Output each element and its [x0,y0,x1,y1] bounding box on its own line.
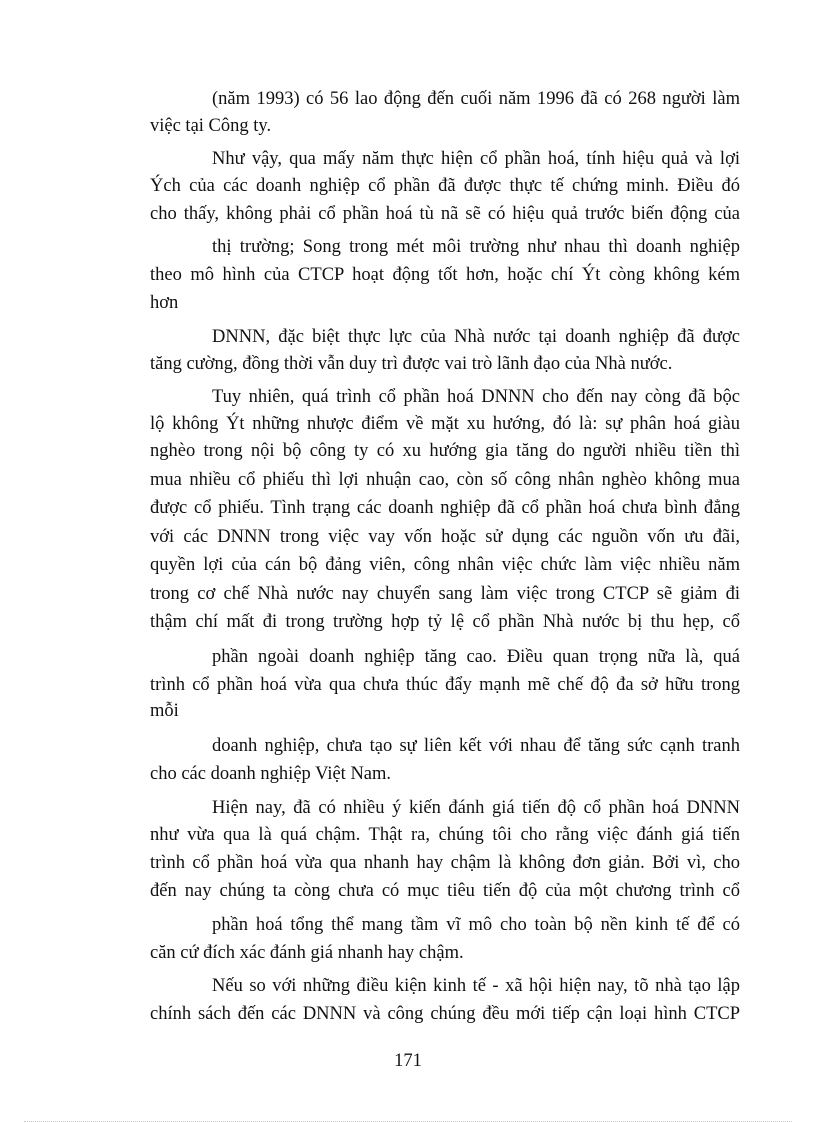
text-line: (năm 1993) có 56 lao động đến cuối năm 1996 đã có 268 người làm [212,89,740,109]
text-line: cho các doanh nghiệp Việt Nam. [150,764,392,784]
text-line: nghèo trong nội bộ công ty có xu hướng gia tăng do người nhiều tiền thì [150,441,740,461]
text-line: như vừa qua là quá chậm. Thật ra, chúng tôi cho rằng việc đánh giá tiến [150,825,740,845]
text-line: mỗi [150,701,179,721]
text-line: căn cứ đích xác đánh giá nhanh hay chậm. [150,943,464,963]
page-number: 171 [394,1051,422,1071]
text-line: được cổ phiếu. Tình trạng các doanh nghiệp đã cổ phần hoá chưa bình đẳng [150,498,740,518]
text-line: thậm chí mất đi trong trường hợp tỷ lệ cổ phần Nhà nước bị thu hẹp, cổ [150,612,740,632]
text-line: doanh nghiệp, chưa tạo sự liên kết với nhau để tăng sức cạnh tranh [212,736,740,756]
text-line: chính sách đến các DNNN và công chúng đều mới tiếp cận loại hình CTCP [150,1004,740,1024]
text-line: Nếu so với những điều kiện kinh tế - xã hội hiện nay, tõ nhà tạo lập [212,976,740,996]
text-line: trong cơ chế Nhà nước nay chuyển sang làm việc trong CTCP sẽ giảm đi [150,584,740,604]
text-line: hơn [150,293,179,313]
text-line: quyền lợi của cán bộ đảng viên, công nhân việc chức làm việc nhiều năm [150,555,740,575]
text-line: trình cổ phần hoá vừa qua chưa thúc đẩy mạnh mẽ chế độ đa sở hữu trong [150,675,740,695]
text-line: theo mô hình của CTCP hoạt động tốt hơn, hoặc chí Ýt còng không kém [150,265,740,285]
text-line: cho thấy, không phải cổ phần hoá tù nã sẽ có hiệu quả trước biến động của [150,204,740,224]
text-line: lộ không Ýt những nhược điểm về mặt xu hướng, đó là: sự phân hoá giàu [150,414,740,434]
text-line: Ých của các doanh nghiệp cổ phần đã được thực tế chứng minh. Điều đó [150,176,740,196]
text-line: mua nhiều cổ phiếu thì lợi nhuận cao, còn số công nhân nghèo không mua [150,470,740,490]
page-bottom-border [24,1121,792,1122]
text-line: Hiện nay, đã có nhiều ý kiến đánh giá tiến độ cổ phần hoá DNNN [212,798,740,818]
text-line: thị trường; Song trong mét môi trường như nhau thì doanh nghiệp [212,237,740,257]
text-line: phần hoá tổng thể mang tầm vĩ mô cho toàn bộ nền kinh tế để có [212,915,740,935]
text-line: với các DNNN trong việc vay vốn hoặc sử dụng các nguồn vốn ưu đãi, [150,527,740,547]
text-line: DNNN, đặc biệt thực lực của Nhà nước tại doanh nghiệp đã được [212,327,740,347]
text-line: việc tại Công ty. [150,116,272,136]
text-line: Như vậy, qua mấy năm thực hiện cổ phần hoá, tính hiệu quả và lợi [212,149,740,169]
text-line: phần ngoài doanh nghiệp tăng cao. Điều quan trọng nữa là, quá [212,647,740,667]
text-line: trình cổ phần hoá vừa qua nhanh hay chậm là không đơn giản. Bởi vì, cho [150,853,740,873]
text-line: tăng cường, đồng thời vẫn duy trì được vai trò lãnh đạo của Nhà nước. [150,354,673,374]
text-line: đến nay chúng ta còng chưa có mục tiêu tiến độ của một chương trình cổ [150,881,740,901]
text-line: Tuy nhiên, quá trình cổ phần hoá DNNN cho đến nay còng đã bộc [212,387,740,407]
